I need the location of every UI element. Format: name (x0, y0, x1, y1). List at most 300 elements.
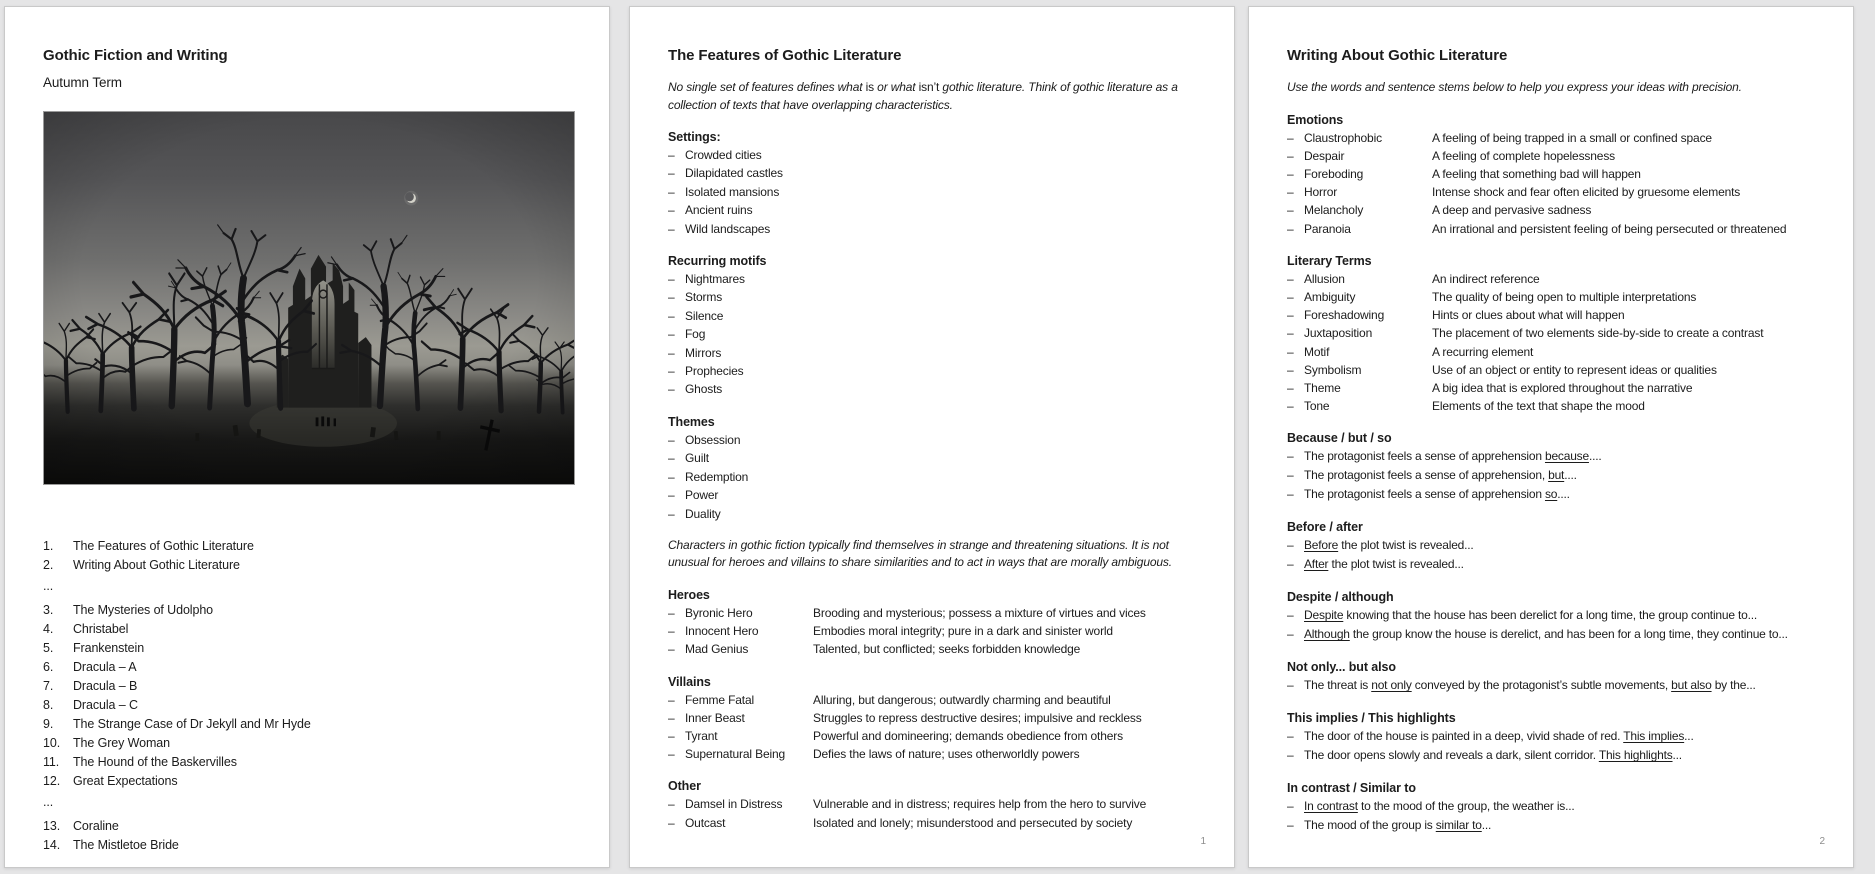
toc-title: The Hound of the Baskervilles (73, 755, 237, 769)
term-label: Allusion (1304, 271, 1345, 286)
bullet-dash: – (1287, 308, 1294, 323)
term-label: Outcast (685, 815, 726, 830)
term-row (1287, 361, 1825, 379)
toc-title: The Mistletoe Bride (73, 838, 179, 852)
page-number: 2 (1819, 836, 1825, 847)
bullet-dash: – (1287, 399, 1294, 414)
toc-title: Frankenstein (73, 641, 145, 655)
bullet-dash: – (1287, 362, 1294, 377)
stem-text (1304, 536, 1474, 555)
term-definition: Struggles to repress destructive desires; impulsive and reckless (813, 710, 1142, 725)
bullet-dash: – (1287, 130, 1294, 145)
bullet-dash: – (1287, 608, 1294, 623)
bullet-dash: – (668, 728, 675, 743)
bullet-dash: – (1287, 557, 1294, 572)
toc-number: 11. (43, 755, 60, 769)
toc-item (43, 658, 581, 677)
bullet-dash: – (668, 692, 675, 707)
toc-item (43, 772, 581, 791)
toc-title: The Strange Case of Dr Jekyll and Mr Hyde (73, 717, 311, 731)
bullet-item (668, 344, 1206, 362)
bullet-dash: – (1287, 729, 1294, 744)
toc-number: 10. (43, 736, 61, 750)
bullet-text: Fog (685, 327, 706, 342)
toc-number: ... (43, 579, 54, 593)
bullet-item (668, 325, 1206, 343)
toc-number: 12. (43, 774, 61, 788)
term-label: Tone (1304, 399, 1330, 414)
text-segment: ... (1481, 818, 1492, 833)
term-label: Horror (1304, 185, 1338, 200)
toc-number: 9. (43, 717, 54, 731)
text-segment: .... (1557, 487, 1570, 502)
section-heading: Other (668, 779, 701, 794)
term-row (1287, 397, 1825, 415)
intro-paragraph (1287, 79, 1825, 97)
toc-title: Dracula – B (73, 679, 138, 693)
page-title: Gothic Fiction and Writing (43, 47, 228, 64)
bullet-dash: – (668, 747, 675, 762)
toc-title: Christabel (73, 622, 129, 636)
bullet-text: Obsession (685, 432, 741, 447)
bullet-dash: – (668, 451, 675, 466)
text-segment: In contrast (1304, 799, 1358, 814)
text-segment: unusual for heroes and villains to share similarities and to act in ways that are morally ambiguous. (668, 555, 1172, 570)
bullet-dash: – (668, 469, 675, 484)
bullet-item (668, 486, 1206, 504)
toc-item (43, 556, 581, 575)
toc-item (43, 836, 581, 855)
text-segment: is (865, 80, 874, 94)
bullet-text: Isolated mansions (685, 184, 780, 199)
stem-text (1304, 746, 1682, 765)
section-heading: Because / but / so (1287, 431, 1392, 446)
toc-title: Dracula – A (73, 660, 137, 674)
bullet-dash: – (668, 327, 675, 342)
stem-item (1287, 606, 1825, 625)
bullet-text: Wild landscapes (685, 221, 771, 236)
bullet-dash: – (668, 203, 675, 218)
stem-item (1287, 536, 1825, 555)
bullet-text: Power (685, 488, 719, 503)
toc-number: 3. (43, 603, 54, 617)
toc-title: Coraline (73, 819, 119, 833)
bullet-dash: – (1287, 344, 1294, 359)
term-definition: A feeling of complete hopelessness (1432, 148, 1616, 163)
text-segment: the plot twist is revealed... (1338, 538, 1474, 553)
stem-item (1287, 727, 1825, 746)
term-definition: An irrational and persistent feeling of being persecuted or threatened (1432, 221, 1787, 236)
stem-text (1304, 485, 1570, 504)
term-row (1287, 306, 1825, 324)
term-row (1287, 147, 1825, 165)
contents-list (43, 537, 581, 855)
toc-item (43, 601, 581, 620)
term-definition: Vulnerable and in distress; requires help from the hero to survive (813, 797, 1147, 812)
bullet-text: Prophecies (685, 364, 744, 379)
toc-title: Writing About Gothic Literature (73, 558, 240, 572)
term-row (1287, 343, 1825, 361)
term-row (1287, 201, 1825, 219)
toc-item (43, 715, 581, 734)
bullet-dash: – (1287, 166, 1294, 181)
bullet-dash: – (1287, 289, 1294, 304)
bullet-dash: – (668, 345, 675, 360)
bullet-dash: – (1287, 380, 1294, 395)
text-segment: The threat is (1304, 678, 1372, 693)
toc-number: 4. (43, 622, 54, 636)
bullet-dash: – (668, 148, 675, 162)
bullet-item (668, 270, 1206, 288)
text-segment: Characters in gothic fiction typically find themselves in strange and threatening situations. It is not (668, 537, 1169, 552)
bullet-dash: – (1287, 799, 1294, 814)
text-segment: The door of the house is painted in a deep, vivid shade of red. (1304, 729, 1624, 744)
text-segment: .... (1588, 449, 1602, 464)
bullet-dash: – (668, 605, 675, 620)
term-definition: An indirect reference (1432, 271, 1540, 286)
bullet-item (668, 183, 1206, 201)
bullet-item (668, 288, 1206, 306)
term-row (668, 709, 1206, 727)
abbey-oakwood-painting (43, 111, 575, 485)
stem-text (1304, 797, 1575, 816)
text-segment: The door opens slowly and reveals a dark, silent corridor. (1304, 748, 1599, 763)
term-label: Foreshadowing (1304, 308, 1385, 323)
bullet-dash: – (1287, 678, 1294, 693)
bullet-dash: – (1287, 203, 1294, 218)
term-definition: A deep and pervasive sadness (1432, 203, 1592, 218)
bullet-item (668, 146, 1206, 164)
text-segment: This highlights (1598, 748, 1673, 763)
term-row (668, 727, 1206, 745)
bullet-text: Guilt (685, 451, 709, 466)
bullet-text: Mirrors (685, 345, 722, 360)
sentence-stem-lists (1287, 429, 1825, 835)
term-definition: A big idea that is explored throughout the narrative (1432, 380, 1693, 395)
text-segment: not only (1371, 678, 1412, 693)
bullet-dash: – (1287, 487, 1294, 502)
term-row (1287, 379, 1825, 397)
term-definition: Intense shock and fear often elicited by gruesome elements (1432, 185, 1741, 200)
term-label: Innocent Hero (685, 624, 759, 639)
text-segment: so (1544, 487, 1558, 502)
stem-item (1287, 797, 1825, 816)
stem-item (1287, 447, 1825, 466)
term-row (1287, 129, 1825, 147)
section-heading: Heroes (668, 587, 710, 602)
stem-text (1304, 555, 1464, 574)
bullet-text: Nightmares (685, 272, 745, 287)
bullet-item (668, 362, 1206, 380)
text-segment: by the... (1711, 678, 1756, 693)
toc-number: 13. (43, 819, 61, 833)
term-definition: Elements of the text that shape the mood (1432, 399, 1645, 414)
bullet-dash: – (668, 272, 675, 287)
text-segment: because (1544, 449, 1589, 464)
toc-number: 14. (43, 838, 61, 852)
term-row (1287, 165, 1825, 183)
toc-item (43, 696, 581, 715)
text-segment: to the mood of the group, the weather is... (1357, 799, 1575, 814)
term-label: Despair (1304, 148, 1345, 163)
bullet-item (668, 505, 1206, 523)
text-segment: knowing that the house has been derelict for a long time, the group continue to... (1343, 608, 1757, 623)
text-segment: gothic literature. Think of gothic literature as a (939, 80, 1178, 94)
term-definition: Powerful and domineering; demands obedience from others (813, 728, 1123, 743)
text-segment: Although (1304, 627, 1350, 642)
stem-item (1287, 555, 1825, 574)
bullet-text: Redemption (685, 469, 749, 484)
section-heading: Recurring motifs (668, 254, 767, 269)
bullet-dash: – (668, 166, 675, 181)
bullet-item (668, 380, 1206, 398)
term-label: Melancholy (1304, 203, 1364, 218)
bullet-dash: – (668, 364, 675, 379)
bullet-item (668, 449, 1206, 467)
toc-number: 5. (43, 641, 54, 655)
bullet-text: Ghosts (685, 382, 723, 397)
term-label: Claustrophobic (1304, 130, 1382, 145)
section-heading: Settings: (668, 130, 721, 144)
bullet-item (668, 307, 1206, 325)
term-definition: Isolated and lonely; misunderstood and persecuted by society (813, 815, 1133, 830)
text-segment: .... (1564, 468, 1577, 483)
text-segment: After (1304, 557, 1329, 572)
term-row (668, 640, 1206, 658)
term-row (668, 795, 1206, 813)
term-label: Supernatural Being (685, 747, 786, 762)
text-segment: the group know the house is derelict, and has been for a long time, they continue to... (1349, 627, 1788, 642)
page-number: 1 (1200, 836, 1206, 847)
bullet-dash: – (668, 488, 675, 503)
term-label: Symbolism (1304, 362, 1362, 377)
bullet-dash: – (668, 815, 675, 830)
bullet-dash: – (668, 308, 675, 323)
section-heading: This implies / This highlights (1287, 711, 1456, 726)
text-segment: The mood of the group is (1304, 818, 1436, 833)
term-definition: Defies the laws of nature; uses otherworldly powers (813, 747, 1080, 762)
interlude-paragraph (668, 537, 1206, 572)
feature-lists (668, 128, 1206, 523)
text-segment: Use the words and sentence stems below to help you express your ideas with precision. (1287, 80, 1742, 94)
stem-item (1287, 816, 1825, 835)
toc-number: ... (43, 795, 54, 809)
term-definition: Embodies moral integrity; pure in a dark and sinister world (813, 624, 1113, 639)
section-heading: Despite / although (1287, 590, 1394, 605)
bullet-dash: – (668, 710, 675, 725)
section-heading: Themes (668, 414, 715, 429)
term-label: Byronic Hero (685, 605, 753, 620)
section-heading: In contrast / Similar to (1287, 781, 1416, 796)
toc-title: The Grey Woman (73, 736, 171, 750)
toc-title: The Mysteries of Udolpho (73, 603, 214, 617)
toc-item (43, 620, 581, 639)
toc-title: The Features of Gothic Literature (73, 539, 254, 553)
stem-text (1304, 625, 1788, 644)
term-definition: A feeling that something bad will happen (1432, 166, 1641, 181)
stem-item (1287, 676, 1825, 695)
bullet-dash: – (668, 382, 675, 397)
vocabulary-tables (1287, 111, 1825, 416)
term-row (668, 814, 1206, 832)
bullet-dash: – (1287, 538, 1294, 553)
bullet-dash: – (1287, 271, 1294, 286)
toc-number: 8. (43, 698, 54, 712)
bullet-dash: – (668, 642, 675, 657)
toc-number: 1. (43, 539, 54, 553)
toc-ellipsis (43, 577, 581, 596)
text-segment: collection of texts that have overlapping characteristics. (668, 97, 953, 112)
term-label: Femme Fatal (685, 692, 755, 707)
bullet-dash: – (1287, 221, 1294, 236)
term-label: Ambiguity (1304, 289, 1356, 304)
painting-graphic (44, 112, 574, 484)
section-heading: Literary Terms (1287, 253, 1372, 268)
bullet-dash: – (668, 506, 675, 521)
term-row (668, 745, 1206, 763)
toc-number: 6. (43, 660, 54, 674)
toc-item (43, 639, 581, 658)
section-heading: Not only... but also (1287, 660, 1396, 675)
bullet-text: Crowded cities (685, 148, 762, 162)
toc-item (43, 734, 581, 753)
text-segment: Despite (1304, 608, 1344, 623)
toc-item (43, 677, 581, 696)
toc-item (43, 817, 581, 836)
term-definition: Brooding and mysterious; possess a mixture of virtues and vices (813, 605, 1146, 620)
bullet-dash: – (1287, 185, 1294, 200)
term-row (1287, 270, 1825, 288)
section-heading: Villains (668, 674, 711, 689)
toc-title: Dracula – C (73, 698, 138, 712)
toc-title: Great Expectations (73, 774, 178, 788)
bullet-text: Ancient ruins (685, 203, 753, 218)
bullet-text: Silence (685, 308, 724, 323)
stem-text (1304, 676, 1756, 695)
bullet-dash: – (668, 290, 675, 305)
bullet-text: Storms (685, 290, 723, 305)
term-label: Paranoia (1304, 221, 1351, 236)
bullet-item (668, 468, 1206, 486)
stem-text (1304, 606, 1757, 625)
term-definition: Hints or clues about what will happen (1432, 308, 1625, 323)
term-row (668, 691, 1206, 709)
text-segment: The protagonist feels a sense of apprehension (1304, 449, 1545, 464)
text-segment: Before (1304, 538, 1339, 553)
term-label: Damsel in Distress (685, 797, 783, 812)
stem-text (1304, 727, 1694, 746)
term-label: Inner Beast (685, 710, 745, 725)
bullet-dash: – (1287, 818, 1294, 833)
text-segment: This implies (1623, 729, 1685, 744)
term-definition: Use of an object or entity to represent ideas or qualities (1432, 362, 1717, 377)
text-segment: similar to (1435, 818, 1482, 833)
text-segment: conveyed by the protagonist’s subtle movements, (1411, 678, 1672, 693)
text-segment: No single set of features defines what (668, 80, 866, 94)
term-definition: The quality of being open to multiple interpretations (1432, 289, 1697, 304)
stem-item (1287, 746, 1825, 765)
bullet-dash: – (1287, 148, 1294, 163)
stem-text (1304, 447, 1602, 466)
bullet-dash: – (1287, 449, 1294, 464)
bullet-item (668, 431, 1206, 449)
toc-number: 2. (43, 558, 54, 572)
stem-item (1287, 625, 1825, 644)
page-title: Writing About Gothic Literature (1287, 47, 1508, 64)
toc-ellipsis (43, 793, 581, 812)
text-segment: The protagonist feels a sense of apprehension (1304, 487, 1545, 502)
bullet-dash: – (668, 624, 675, 639)
bullet-dash: – (1287, 748, 1294, 763)
term-definition: A recurring element (1432, 344, 1534, 359)
page-3[interactable] (1248, 6, 1854, 868)
term-label: Motif (1304, 344, 1330, 359)
term-definition: Alluring, but dangerous; outwardly charming and beautiful (813, 692, 1111, 707)
toc-item (43, 753, 581, 772)
page-title: The Features of Gothic Literature (668, 47, 902, 64)
section-heading: Before / after (1287, 520, 1363, 535)
bullet-text: Duality (685, 506, 721, 521)
intro-paragraph (668, 79, 1206, 114)
bullet-dash: – (668, 221, 675, 236)
term-row (668, 622, 1206, 640)
term-label: Mad Genius (685, 642, 749, 657)
page-1[interactable] (4, 6, 610, 868)
bullet-dash: – (668, 432, 675, 447)
toc-item (43, 537, 581, 556)
text-segment: The protagonist feels a sense of apprehension, (1304, 468, 1549, 483)
bullet-dash: – (668, 184, 675, 199)
bullet-item (668, 164, 1206, 182)
term-row (1287, 220, 1825, 238)
term-definition: The placement of two elements side-by-side to create a contrast (1432, 326, 1764, 341)
text-segment: isn’t (918, 80, 940, 94)
bullet-text: Dilapidated castles (685, 166, 783, 181)
page-subtitle: Autumn Term (43, 75, 122, 90)
term-row (1287, 288, 1825, 306)
character-tables (668, 586, 1206, 832)
stem-item (1287, 485, 1825, 504)
text-segment: but also (1671, 678, 1712, 693)
term-row (1287, 324, 1825, 342)
stem-item (1287, 466, 1825, 485)
term-definition: A feeling of being trapped in a small or confined space (1432, 130, 1712, 145)
page-2[interactable] (629, 6, 1235, 868)
term-row (1287, 183, 1825, 201)
term-label: Theme (1304, 380, 1341, 395)
stem-text (1304, 816, 1491, 835)
bullet-dash: – (1287, 468, 1294, 483)
bullet-dash: – (1287, 627, 1294, 642)
text-segment: ... (1684, 729, 1694, 744)
text-segment: but (1548, 468, 1565, 483)
section-heading: Emotions (1287, 112, 1344, 127)
bullet-dash: – (668, 797, 675, 812)
term-label: Foreboding (1304, 166, 1364, 181)
text-segment: ... (1672, 748, 1682, 763)
toc-number: 7. (43, 679, 54, 693)
bullet-item (668, 220, 1206, 238)
bullet-dash: – (1287, 326, 1294, 341)
text-segment: or what (873, 80, 919, 94)
term-row (668, 604, 1206, 622)
text-segment: the plot twist is revealed... (1328, 557, 1464, 572)
term-definition: Talented, but conflicted; seeks forbidden knowledge (813, 642, 1081, 657)
term-label: Tyrant (685, 728, 718, 743)
stem-text (1304, 466, 1577, 485)
term-label: Juxtaposition (1304, 326, 1373, 341)
bullet-item (668, 201, 1206, 219)
